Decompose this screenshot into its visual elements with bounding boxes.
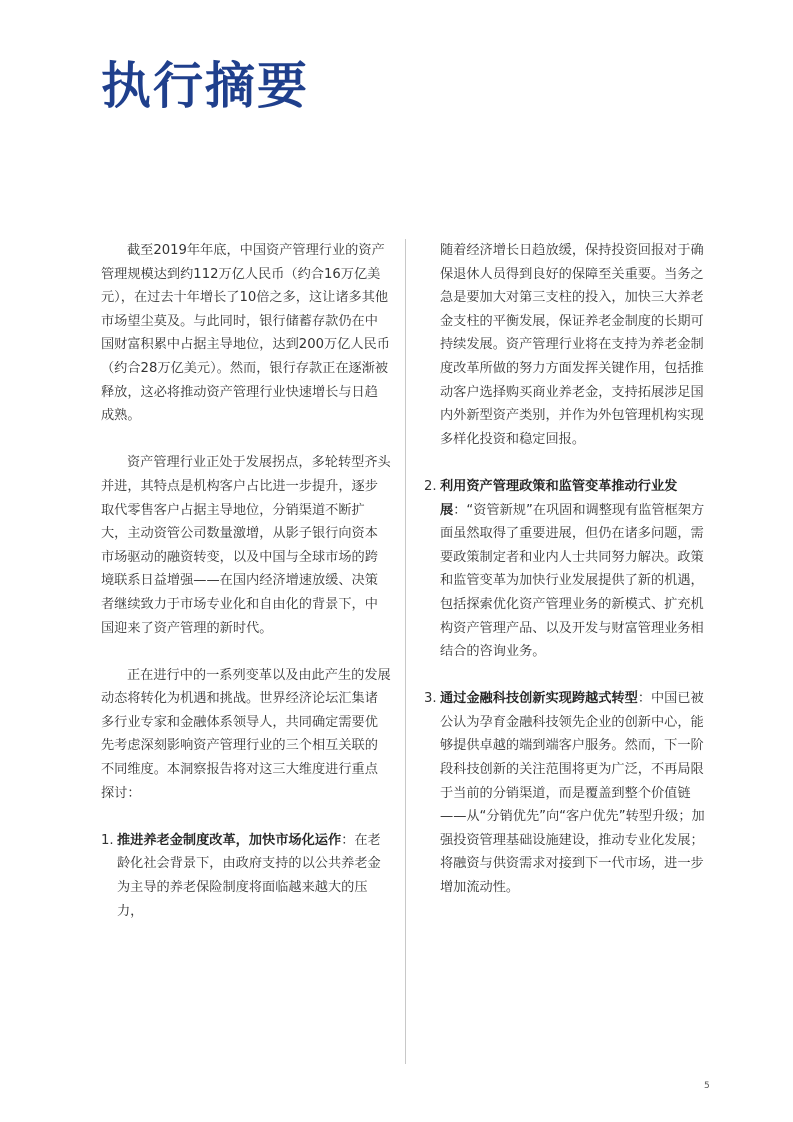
list-item-2-heading: 利用资产管理政策和监管变革推动行业发展 (440, 478, 678, 518)
list-item-1-continued-text: 随着经济增长日趋放缓，保持投资回报对于确保退休人员得到良好的保障至关重要。当务之急是要加大对第三支柱的投入，加快三大养老金支柱的平衡发展，保证养老金制度的长期可持续发展。资产管理行业将在支持为养老金制度改革所做的努力方面发挥关键作用，包括推动客户选择购买商业养老金，支持拓展涉足国内外新型资产类别，并作为外包管理机构实现多样化投资和稳定回报。 (440, 243, 704, 447)
paragraph-3: 正在进行中的一系列变革以及由此产生的发展动态将转化为机遇和挑战。世界经济论坛汇集诸多行业专家和金融体系领导人，共同确定需要优先考虑深刻影响资产管理行业的三个相互关联的不同维度。本洞察报告将对这三大维度进行重点探讨： (101, 667, 391, 801)
paragraph-1: 截至2019年年底，中国资产管理行业的资产管理规模达到约112万亿人民币（约合16万亿美元），在过去十年增长了10倍之多，这让诸多其他市场望尘莫及。与此同时，银行储蓄存款仍在中国财富积累中占据主导地位，达到200万亿人民币（约合28万亿美元）。然而，银行存款正在逐渐被释放，这必将推动资产管理行业快速增长与日趋成熟。 (101, 243, 390, 424)
list-item-1-text: ：在老龄化社会背景下，由政府支持的以公共养老金为主导的养老保险制度将面临越来越大的压力， (117, 832, 381, 919)
left-column (101, 239, 391, 947)
list-item-2 (424, 475, 716, 664)
list-item-2-text: ：“资管新规”在巩固和调整现有监管框架方面虽然取得了重要进展，但仍在诸多问题，需要政策制定者和业内人士共同努力解决。政策和监管变革为加快行业发展提供了新的机遇，包括探索优化资产管理业务的新模式、扩充机构资产管理产品、以及开发与财富管理业务相结合的咨询业务。 (440, 502, 705, 660)
list-item-3-number: 3. (424, 691, 437, 707)
column-divider (405, 239, 406, 1064)
list-item-3-text: ：中国已被公认为孕育金融科技领先企业的创新中心，能够提供卓越的端到端客户服务。然而，下一阶段科技创新的关注范围将更为广泛，不再局限于当前的分销渠道，而是覆盖到整个价值链——从“分销优先”向“客户优先”转型升级；加强投资管理基础设施建设，推动专业化发展；将融资与供资需求对接到下一代市场，进一步增加流动性。 (440, 691, 705, 896)
list-item-1-continued (424, 239, 716, 451)
list-item-3 (424, 687, 716, 899)
page-number: 5 (704, 1081, 710, 1091)
list-item-1-number: 1. (101, 832, 114, 848)
paragraph-2: 资产管理行业正处于发展拐点，多轮转型齐头并进，其特点是机构客户占比进一步提升，逐步取代零售客户占据主导地位，分销渠道不断扩大，主动资管公司数量激增，从影子银行向资本市场驱动的融资转变，以及中国与全球市场的跨境联系日益增强——在国内经济增速放缓、决策者继续致力于市场专业化和自由化的背景下，中国迎来了资产管理的新时代。 (101, 455, 391, 636)
list-item-3-heading: 通过金融科技创新实现跨越式转型 (440, 691, 638, 707)
list-item-1-heading: 推进养老金制度改革，加快市场化运作 (117, 832, 342, 848)
list-item-2-number: 2. (424, 478, 437, 494)
right-column (424, 239, 716, 923)
page-title: 执行摘要 (101, 57, 309, 115)
list-item-1 (101, 829, 391, 923)
